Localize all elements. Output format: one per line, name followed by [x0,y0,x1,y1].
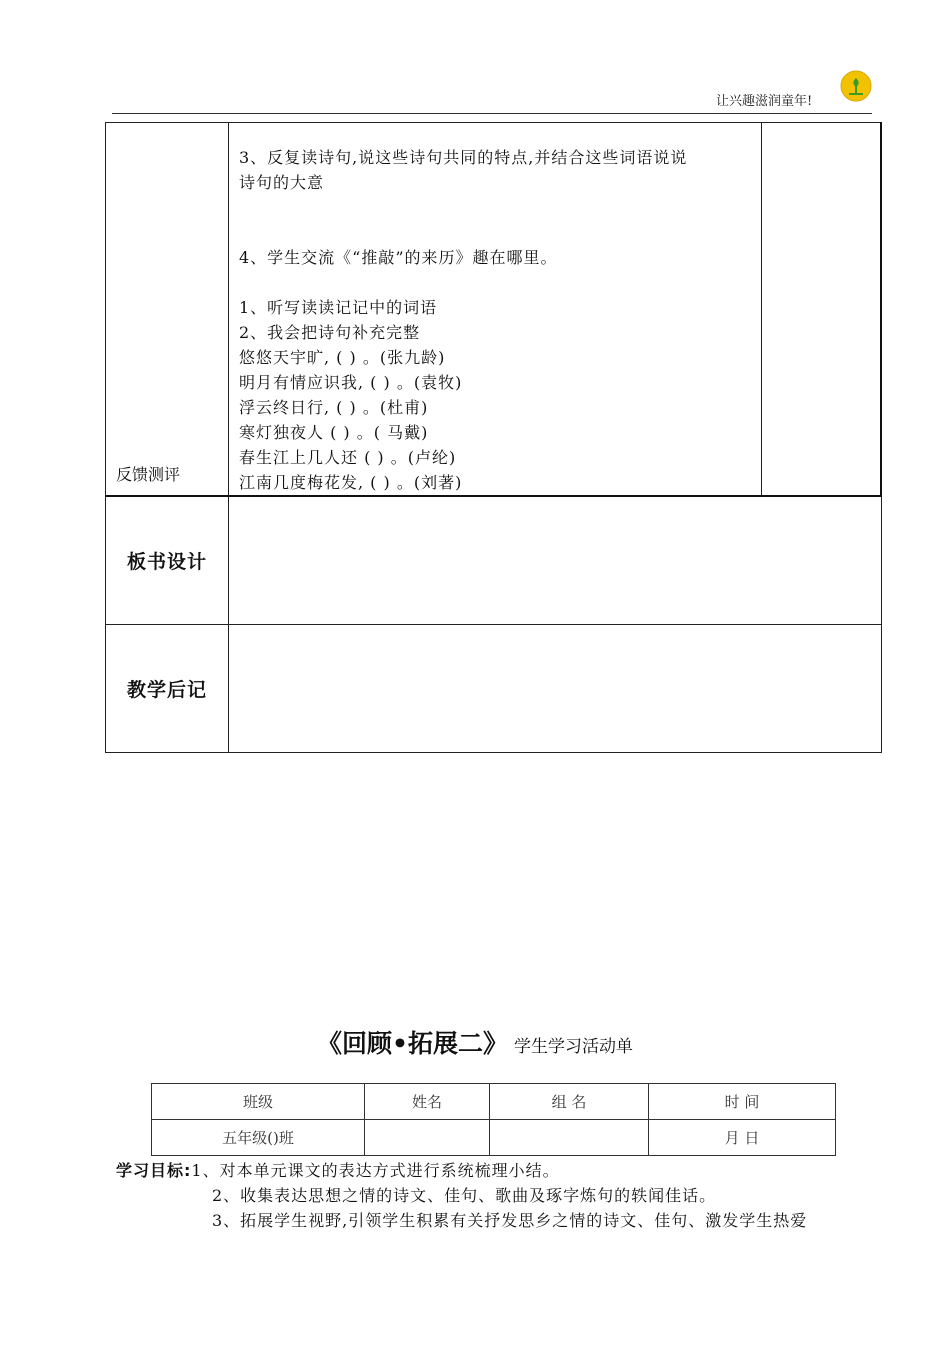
poem-line: 寒灯独夜人 ( ) 。( 马戴) [239,423,429,442]
feedback-content-cell [229,123,762,497]
poem-line: 明月有情应识我, ( ) 。(袁牧) [239,373,463,392]
feedback-label-cell [106,123,229,497]
header-slogan: 让兴趣滋润童年! [716,94,813,109]
item4: 4、学生交流《“推敲”的来历》趣在哪里。 [239,248,558,267]
reflection-row [106,625,882,753]
board-label-cell [106,496,229,625]
reflection-label: 教学后记 [126,679,207,701]
goal-item: 3、拓展学生视野,引领学生积累有关抒发思乡之情的诗文、佳句、激发学生热爱 [212,1211,808,1230]
info-header-row [152,1084,836,1120]
info-value-row [152,1120,836,1156]
lesson-plan-table [105,122,882,753]
value-class: 五年级()班 [152,1120,365,1156]
item3-line1: 3、反复读诗句,说这些诗句共同的特点,并结合这些词语说说 [239,148,688,167]
poem-line: 江南几度梅花发, ( ) 。(刘著) [239,473,463,492]
quiz2: 2、我会把诗句补充完整 [239,323,421,342]
feedback-row [106,123,882,497]
reflection-content-cell [229,625,882,753]
item3-line2: 诗句的大意 [239,173,325,192]
value-group [490,1120,649,1156]
student-info-table [151,1083,836,1156]
header-rule [112,113,872,114]
activity-sheet-title [0,1024,950,1060]
school-logo-icon [840,70,872,102]
value-name [365,1120,490,1156]
poem-line: 浮云终日行, ( ) 。(杜甫) [239,398,429,417]
board-design-row [106,496,882,625]
title-sub: 学生学习活动单 [513,1037,633,1057]
board-label: 板书设计 [126,551,207,573]
poem-line: 悠悠天宇旷, ( ) 。(张九龄) [239,348,446,367]
goal-item: 1、对本单元课文的表达方式进行系统梳理小结。 [191,1161,560,1180]
goal-item: 2、收集表达思想之情的诗文、佳句、歌曲及琢字炼句的轶闻佳话。 [212,1186,717,1205]
header-class: 班级 [152,1084,365,1120]
board-content-cell [229,496,882,625]
header-time: 时 间 [649,1084,836,1120]
poem-line: 春生江上几人还 ( ) 。(卢纶) [239,448,457,467]
header-group: 组 名 [490,1084,649,1120]
feedback-label: 反馈测评 [116,465,181,484]
title-main: 《回顾•拓展二》 [317,1029,508,1058]
quiz1: 1、听写读读记记中的词语 [239,298,438,317]
notes-cell [762,123,882,497]
reflection-label-cell [106,625,229,753]
goals-label: 学习目标: [116,1161,192,1180]
value-time: 月 日 [649,1120,836,1156]
header-name: 姓名 [365,1084,490,1120]
learning-goals [116,1158,807,1233]
